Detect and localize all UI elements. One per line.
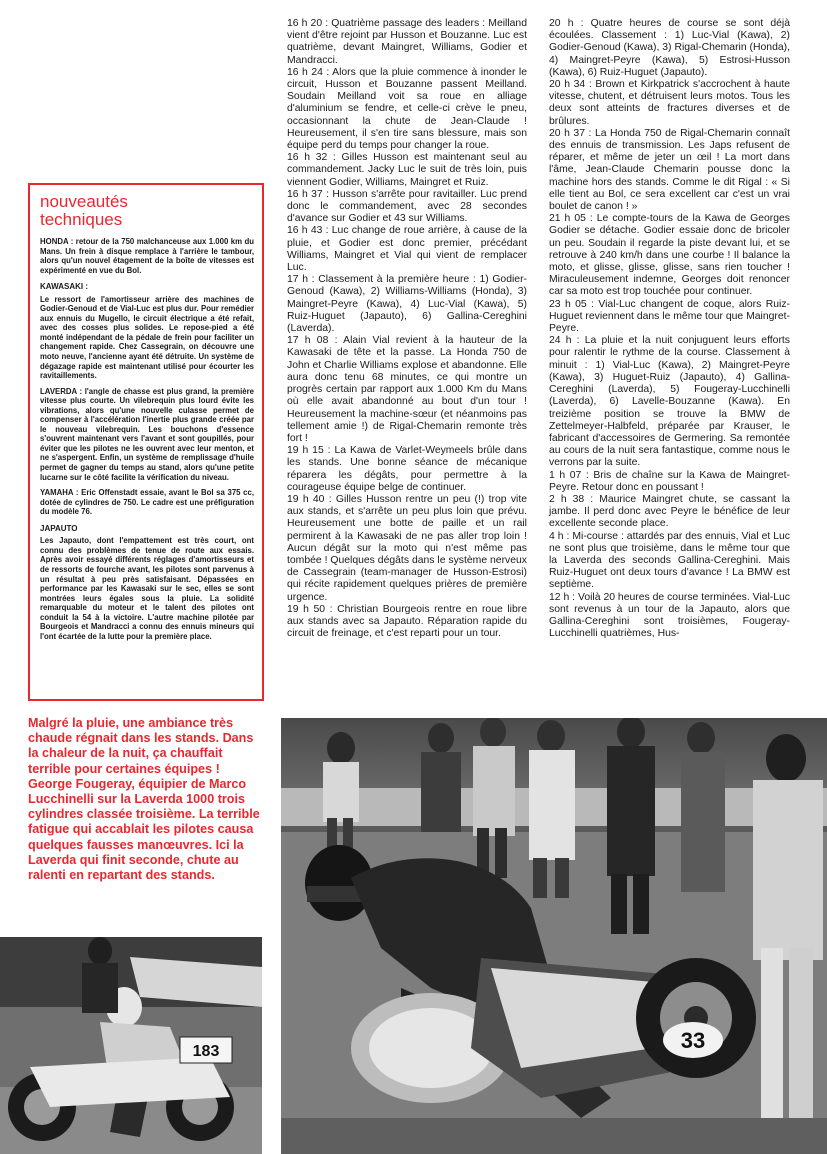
technical-news-box [28, 183, 264, 701]
box-title [40, 193, 254, 229]
honda-text: retour de la 750 malchanceuse aux 1.000 km du Mans. Un frein à disque remplace à l'arrière le tambour, alors qu'un nouvel étagement de la boîte de vitesses est expérimenté en vue du Bol. [40, 237, 254, 275]
paragraph: 20 h : Quatre heures de course se sont déjà écoulées. Classement : 1) Luc-Vial (Kawa), 2) Godier-Genoud (Kawa), 3) Rigal-Chemarin (Honda), 4) Maingret-Peyre (Kawa), 5) Estrosi-Husson (Kawa), 6) Ruiz-Huguet (Japauto). [549, 18, 790, 78]
paragraph: 21 h 05 : Le compte-tours de la Kawa de Georges Godier se détache. Godier essaie donc de bricoler un peu. Soudain il regarde la piste devant lui, et se retrouve à 240 km/h dans une courbe ! Il balance la moto, et glisse, glisse, glisse, sans rien toucher ! Miraculeusement indemne, Georges doit renoncer car sa moto est trop touchée pour continuer. [549, 213, 790, 298]
laverda-photo-drawing [0, 937, 262, 1154]
laverda-photo [0, 937, 262, 1154]
paragraph: 24 h : La pluie et la nuit conjuguent leurs efforts pour ralentir le rythme de la course. Classement à minuit : 1) Vial-Luc (Kawa), 2) Maingret-Peyre (Kawa), 3) Huguet-Ruiz (Japauto), 4) Gallina-Cereghini (Laverda), 5) Fougeray-Lucchinelli (Laverda), 6) Lavelle-Bouzanne (Kawa). En treizième position se trouve la BMW de Zettelmeyer-Halbfeld, préparée par Krauser, le fabricant d'accessoires de Germering. Sa remontée au cours de la nuit sera fantastique, comme nous le verrons par la suite. [549, 335, 790, 469]
paragraph: 16 h 32 : Gilles Husson est maintenant seul au commandement. Jacky Luc le suit de très loin, puis viennent Godier, Williams, Maingret et Ruiz. [287, 152, 527, 188]
paragraph: 1 h 07 : Bris de chaîne sur la Kawa de Maingret-Peyre. Retour donc en poussant ! [549, 469, 790, 493]
paragraph: 2 h 38 : Maurice Maingret chute, se cassant la jambe. Il perd donc avec Peyre le bénéfice de leur excellente seconde place. [549, 493, 790, 530]
bike-number-main: 33 [680, 1028, 706, 1053]
laverda-label: LAVERDA : [40, 386, 83, 396]
kawasaki-text: Le ressort de l'amortisseur arrière des machines de Godier-Genoud et de Vial-Luc est plus dur. Pour remédier aux ennuis du Mugello, le circuit électrique a été refait, avec des cosses plus solides. Le repose-pied a été monté indépendant de la pédale de frein pour faciliter un changement rapide. Chez Cassegrain, on découvre une moto neuve, l'ancienne ayant été détruite. Un système de dégazage rapide est maintenant utilisé pour écourter les ravitaillements. [40, 294, 254, 381]
paragraph: 17 h 08 : Alain Vial revient à la hauteur de la Kawasaki de tête et la passe. La Honda 750 de John et Charlie Williams explose et abandonne. Elle aura donc tenu 68 minutes, ce qui montre un progrès certain par rapport aux 1.000 Km du Mans où elle avait abandonné au bout d'un tour ! Heureusement la machine-sœur (et néanmoins pas tellement amie !) de Rigal-Chemarin remonte très fort ! [287, 335, 527, 444]
pit-stop-photo-drawing [281, 718, 827, 1154]
paragraph: 16 h 37 : Husson s'arrête pour ravitailler. Luc prend donc le commandement, avec 28 secondes d'avance sur Godier et 43 sur Williams. [287, 188, 527, 225]
paragraph: 17 h : Classement à la première heure : 1) Godier-Genoud (Kawa), 2) Williams-Williams (Honda), 3) Maingret-Peyre (Kawa), 4) Luc-Vial (Kawa), 5) Ruiz-Huguet (Japauto), 6) Gallina-Cereghini (Laverda). [287, 274, 527, 335]
yamaha-label: YAMAHA : [40, 488, 79, 498]
yamaha-note [40, 488, 254, 517]
box-title-line1: nouveautés [40, 192, 128, 211]
yamaha-text: Eric Offenstadt essaie, avant le Bol sa 375 cc, dotée de cylindres de 750. Le cadre est une préfiguration du modèle 76. [40, 488, 254, 517]
paragraph: 20 h 34 : Brown et Kirkpatrick s'accrochent à haute vitesse, chutent, et détruisent leurs motos. Tous les deux sont atteints de fractures diverses et de brûlures. [549, 79, 790, 127]
bike-number-small: 183 [192, 1043, 220, 1060]
kawasaki-heading: KAWASAKI : [40, 282, 88, 292]
paragraph: 16 h 20 : Quatrième passage des leaders : Meilland vient d'être rejoint par Husson et Bouzanne. Luc est quatrième, devant Maingret, Williams, Godier et Mandracci. [287, 18, 527, 66]
paragraph: 16 h 24 : Alors que la pluie commence à inonder le circuit, Husson et Bouzanne passent Meilland. Soudain Meilland voit sa roue en alliage d'aluminium se fendre, et celle-ci crève le pneu, occasionnant la chute de Jean-Claude ! Heureusement, il s'en tire sans blessure, mais son équipe perd du temps pour changer la roue. [287, 66, 527, 152]
paragraph: 19 h 15 : La Kawa de Varlet-Weymeels brûle dans les stands. Une bonne séance de mécanique réparera les dégâts, pour permettre à la courageuse équipe belge de continuer. [287, 445, 527, 493]
paragraph: 23 h 05 : Vial-Luc changent de coque, alors Ruiz-Huguet reviennent dans le même tour que Maingret-Peyre. [549, 298, 790, 335]
paragraph: 20 h 37 : La Honda 750 de Rigal-Chemarin connaît des ennuis de transmission. Les Japs refusent de réparer, et même de jeter un œil ! La mort dans l'âme, Jean-Claude Chemarin pousse donc la machine hors des stands. Comme le dit Rigal : « Si elle tient au Bol, ce sera excellent car c'est un vrai boulet de canon ! » [549, 127, 790, 213]
japauto-text: Les Japauto, dont l'empattement est très court, ont connu des problèmes de tenue de route aux essais. Après avoir essayé différents réglages d'amortisseurs et de ressorts de fourche avant, les pilotes sont parvenus à un résultat à peu près satisfaisant. Dépassées en performance par les Kawasaki sur le sec, elles se sont montrées leurs égales sous la pluie. La solidité remarquable du moteur et le talent des pilotes ont conduit la 54 à la victoire. L'autre machine pilotée par Bourgeois et Mandracci a connu des ennuis mineurs qui l'ont écartée de la lutte pour la première place. [40, 536, 254, 641]
article-column-right [549, 18, 790, 640]
paragraph: 19 h 40 : Gilles Husson rentre un peu (!) trop vite aux stands, et s'arrête un peu plus loin que prévu. Heureusement une botte de paille et un rail permirent à la Kawasaki de ne pas aller trop loin ! Aucun dégât sur la moto qui n'est même pas tombée ! Quelques dégâts dans le système nerveux de Cassegrain (team-manager de Husson-Estrosi) qui récite rapidement quelques prières de première urgence. [287, 493, 527, 603]
laverda-text: l'angle de chasse est plus grand, la première vitesse plus courte. Un vilebrequin plus lourd évite les vibrations, alors qu'une nouvelle culasse permet de compenser à l'accélération l'inertie plus grande créée par le nouveau vilebrequin. Les bouchons d'essence s'ouvrent maintenant vers l'avant et sont goupillés, pour éviter que les pilotes ne les ouvrent avec leur menton, et ne s'aspergent. Enfin, un système de remplissage d'huile permet de gagner du temps au stand, alors qu'une petite lucarne sur le côté facilite la vérification du niveau. [40, 386, 254, 482]
honda-note [40, 237, 254, 275]
laverda-note [40, 387, 254, 482]
paragraph: 19 h 50 : Christian Bourgeois rentre en roue libre aux stands avec sa Japauto. Réparation rapide du circuit de freinage, et c'est reparti pour un tour. [287, 603, 527, 640]
paragraph: 16 h 43 : Luc change de roue arrière, à cause de la pluie, et Godier est donc premier, précédant Williams, Maingret et Vial qui vient de remplacer Luc. [287, 225, 527, 274]
japauto-heading: JAPAUTO [40, 523, 78, 533]
box-title-line2: techniques [40, 210, 123, 229]
honda-label: HONDA : [40, 237, 74, 246]
pit-stop-photo [281, 718, 827, 1154]
photo-caption: Malgré la pluie, une ambiance très chaude régnait dans les stands. Dans la chaleur de la nuit, ça chauffait terrible pour certaines équipes ! George Fougeray, équipier de Marco Lucchinelli sur la Laverda 1000 trois cylindres classée troisième. La terrible fatigue qui accablait les pilotes causa quelques fausses manœuvres. Ici la Laverda qui finit seconde, chute au ralenti en repartant des stands. [28, 716, 260, 883]
article-column-middle [287, 18, 527, 640]
paragraph: 4 h : Mi-course : attardés par des ennuis, Vial et Luc ne sont plus que troisième, dans le même tour que la Laverda des seconds Gallina-Cereghini. Mais Ruiz-Huguet ont deux tours d'avance ! La BMW est septième. [549, 530, 790, 591]
paragraph: 12 h : Voilà 20 heures de course terminées. Vial-Luc sont revenus à un tour de la Japauto, alors que Gallina-Cereghini sont troisièmes, Fougeray-Lucchinelli quatrièmes, Hus- [549, 591, 790, 640]
